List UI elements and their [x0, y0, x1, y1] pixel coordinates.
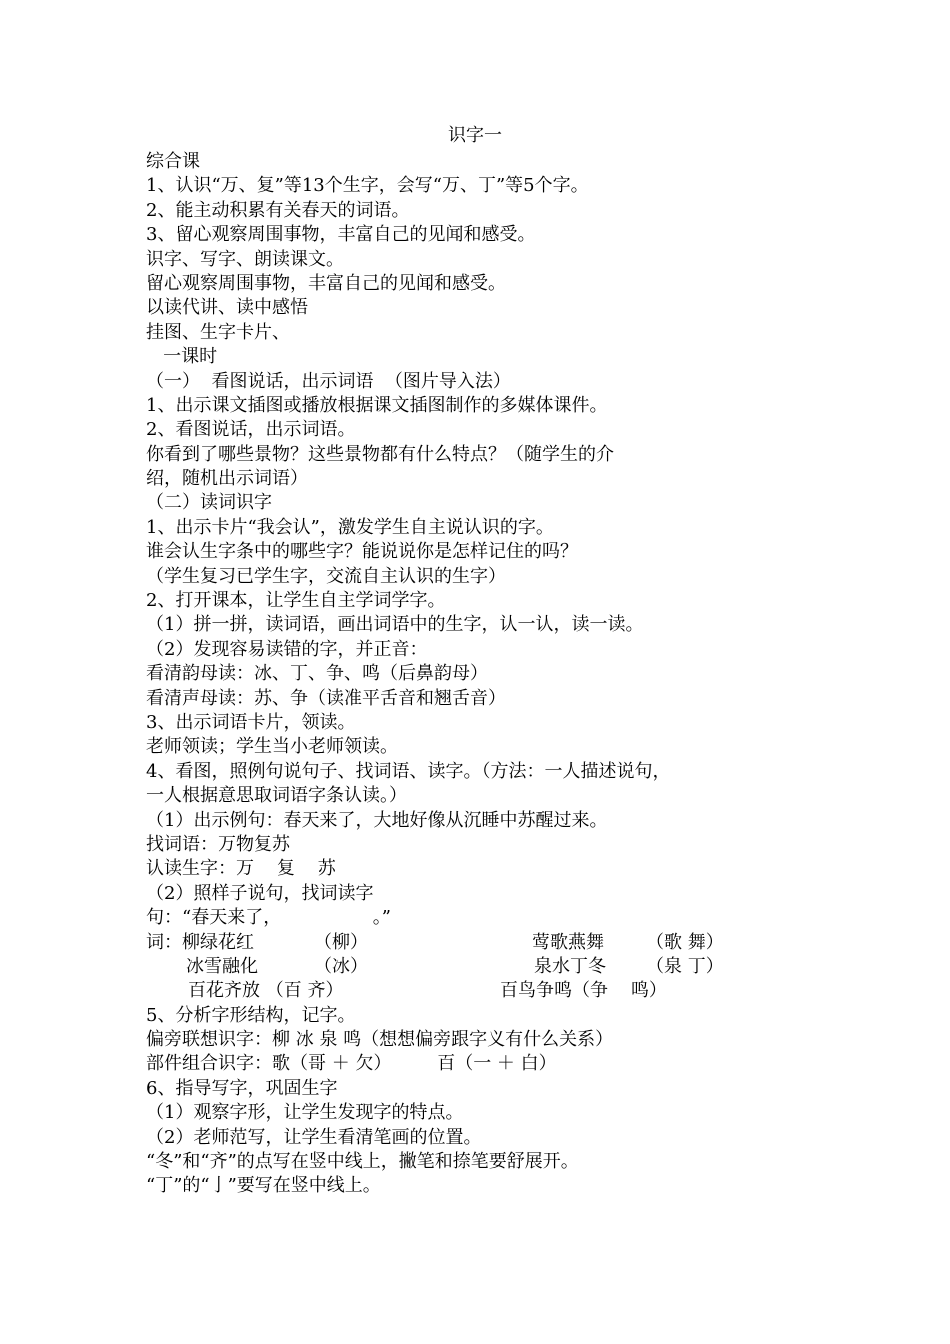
text-line: （学生复习已学生字，交流自主认识的生字） — [146, 565, 506, 587]
text-line: 2、打开课本，让学生自主学词学字。 — [146, 590, 446, 612]
word-cell: 冰雪融化 — [186, 955, 258, 977]
text-line: 老师领读；学生当小老师领读。 — [146, 736, 398, 758]
text-line: “丁”的“亅”要写在竖中线上。 — [146, 1175, 381, 1197]
text-line: 认读生字：万 复 苏 — [146, 858, 336, 880]
text-line: （1）拼一拼，读词语，画出词语中的生字，认一认，读一读。 — [146, 614, 644, 636]
text-line: 部件组合识字：歌（哥 ＋ 欠） 百（一 ＋ 白） — [146, 1053, 557, 1075]
text-line: （一） 看图说话，出示词语 （图片导入法） — [146, 370, 511, 392]
word-row — [146, 955, 806, 979]
text-line: 4、看图，照例句说句子、找词语、读字。（方法：一人描述说句， — [146, 760, 671, 782]
text-line: （二）读词识字 — [146, 492, 272, 514]
text-line: 2、能主动积累有关春天的词语。 — [146, 199, 410, 221]
text-line: 以读代讲、读中感悟 — [146, 297, 308, 319]
text-line: 看清声母读：苏、争（读准平舌音和翘舌音） — [146, 687, 506, 709]
text-line: 偏旁联想识字：柳 冰 泉 鸣（想想偏旁跟字义有什么关系） — [146, 1029, 614, 1051]
text-line: 一课时 — [146, 346, 218, 368]
text-line: 5、分析字形结构，记字。 — [146, 1004, 356, 1026]
text-line: 识字、写字、朗读课文。 — [146, 248, 344, 270]
text-line: 绍，随机出示词语） — [146, 468, 308, 490]
word-cell: （泉 丁） — [646, 955, 724, 977]
word-cell: （柳） — [314, 931, 368, 953]
word-cell: 词：柳绿花红 — [146, 931, 254, 953]
text-line: 3、留心观察周围事物，丰富自己的见闻和感受。 — [146, 224, 536, 246]
text-line: （2）发现容易读错的字，并正音： — [146, 638, 428, 660]
word-cell: 百鸟争鸣（争 鸣） — [500, 980, 667, 1002]
text-line: 一人根据意思取词语字条认读。） — [146, 785, 407, 807]
text-line: 句：“春天来了， 。” — [146, 907, 391, 929]
word-cell: 莺歌燕舞 — [532, 931, 604, 953]
text-line: （2）老师范写，让学生看清笔画的位置。 — [146, 1126, 482, 1148]
text-line: 1、出示卡片“我会认”，激发学生自主说认识的字。 — [146, 516, 554, 538]
lesson-body — [146, 150, 806, 1199]
text-line: （1）观察字形，让学生发现字的特点。 — [146, 1102, 464, 1124]
text-line: 找词语：万物复苏 — [146, 833, 290, 855]
text-line: 6、指导写字，巩固生字 — [146, 1077, 338, 1099]
text-line: 挂图、生字卡片、 — [146, 321, 290, 343]
text-line: 综合课 — [146, 151, 200, 172]
text-line: 看清韵母读：冰、丁、争、鸣（后鼻韵母） — [146, 663, 488, 685]
text-line: 留心观察周围事物，丰富自己的见闻和感受。 — [146, 272, 506, 294]
text-line: 谁会认生字条中的哪些字？能说说你是怎样记住的吗？ — [146, 541, 578, 563]
text-line: （1）出示例句：春天来了，大地好像从沉睡中苏醒过来。 — [146, 809, 608, 831]
text-line: 你看到了哪些景物？这些景物都有什么特点？（随学生的介 — [146, 443, 614, 465]
word-cell: （冰） — [314, 955, 368, 977]
text-line: 3、出示词语卡片，领读。 — [146, 711, 356, 733]
word-cell: 百花齐放 （百 齐） — [188, 980, 344, 1002]
word-row — [146, 979, 806, 1003]
word-cell: （歌 舞） — [646, 931, 724, 953]
text-line: “冬”和“齐”的点写在竖中线上，撇笔和捺笔要舒展开。 — [146, 1151, 579, 1173]
word-row — [146, 931, 806, 955]
page-title: 识字一 — [448, 125, 502, 146]
text-line: 1、认识“万、复”等13个生字，会写“万、丁”等5个字。 — [146, 175, 589, 197]
text-line: 1、出示课文插图或播放根据课文插图制作的多媒体课件。 — [146, 394, 608, 416]
word-cell: 泉水丁冬 — [534, 955, 606, 977]
text-line: 2、看图说话，出示词语。 — [146, 419, 356, 441]
text-line: （2）照样子说句，找词读字 — [146, 882, 374, 904]
